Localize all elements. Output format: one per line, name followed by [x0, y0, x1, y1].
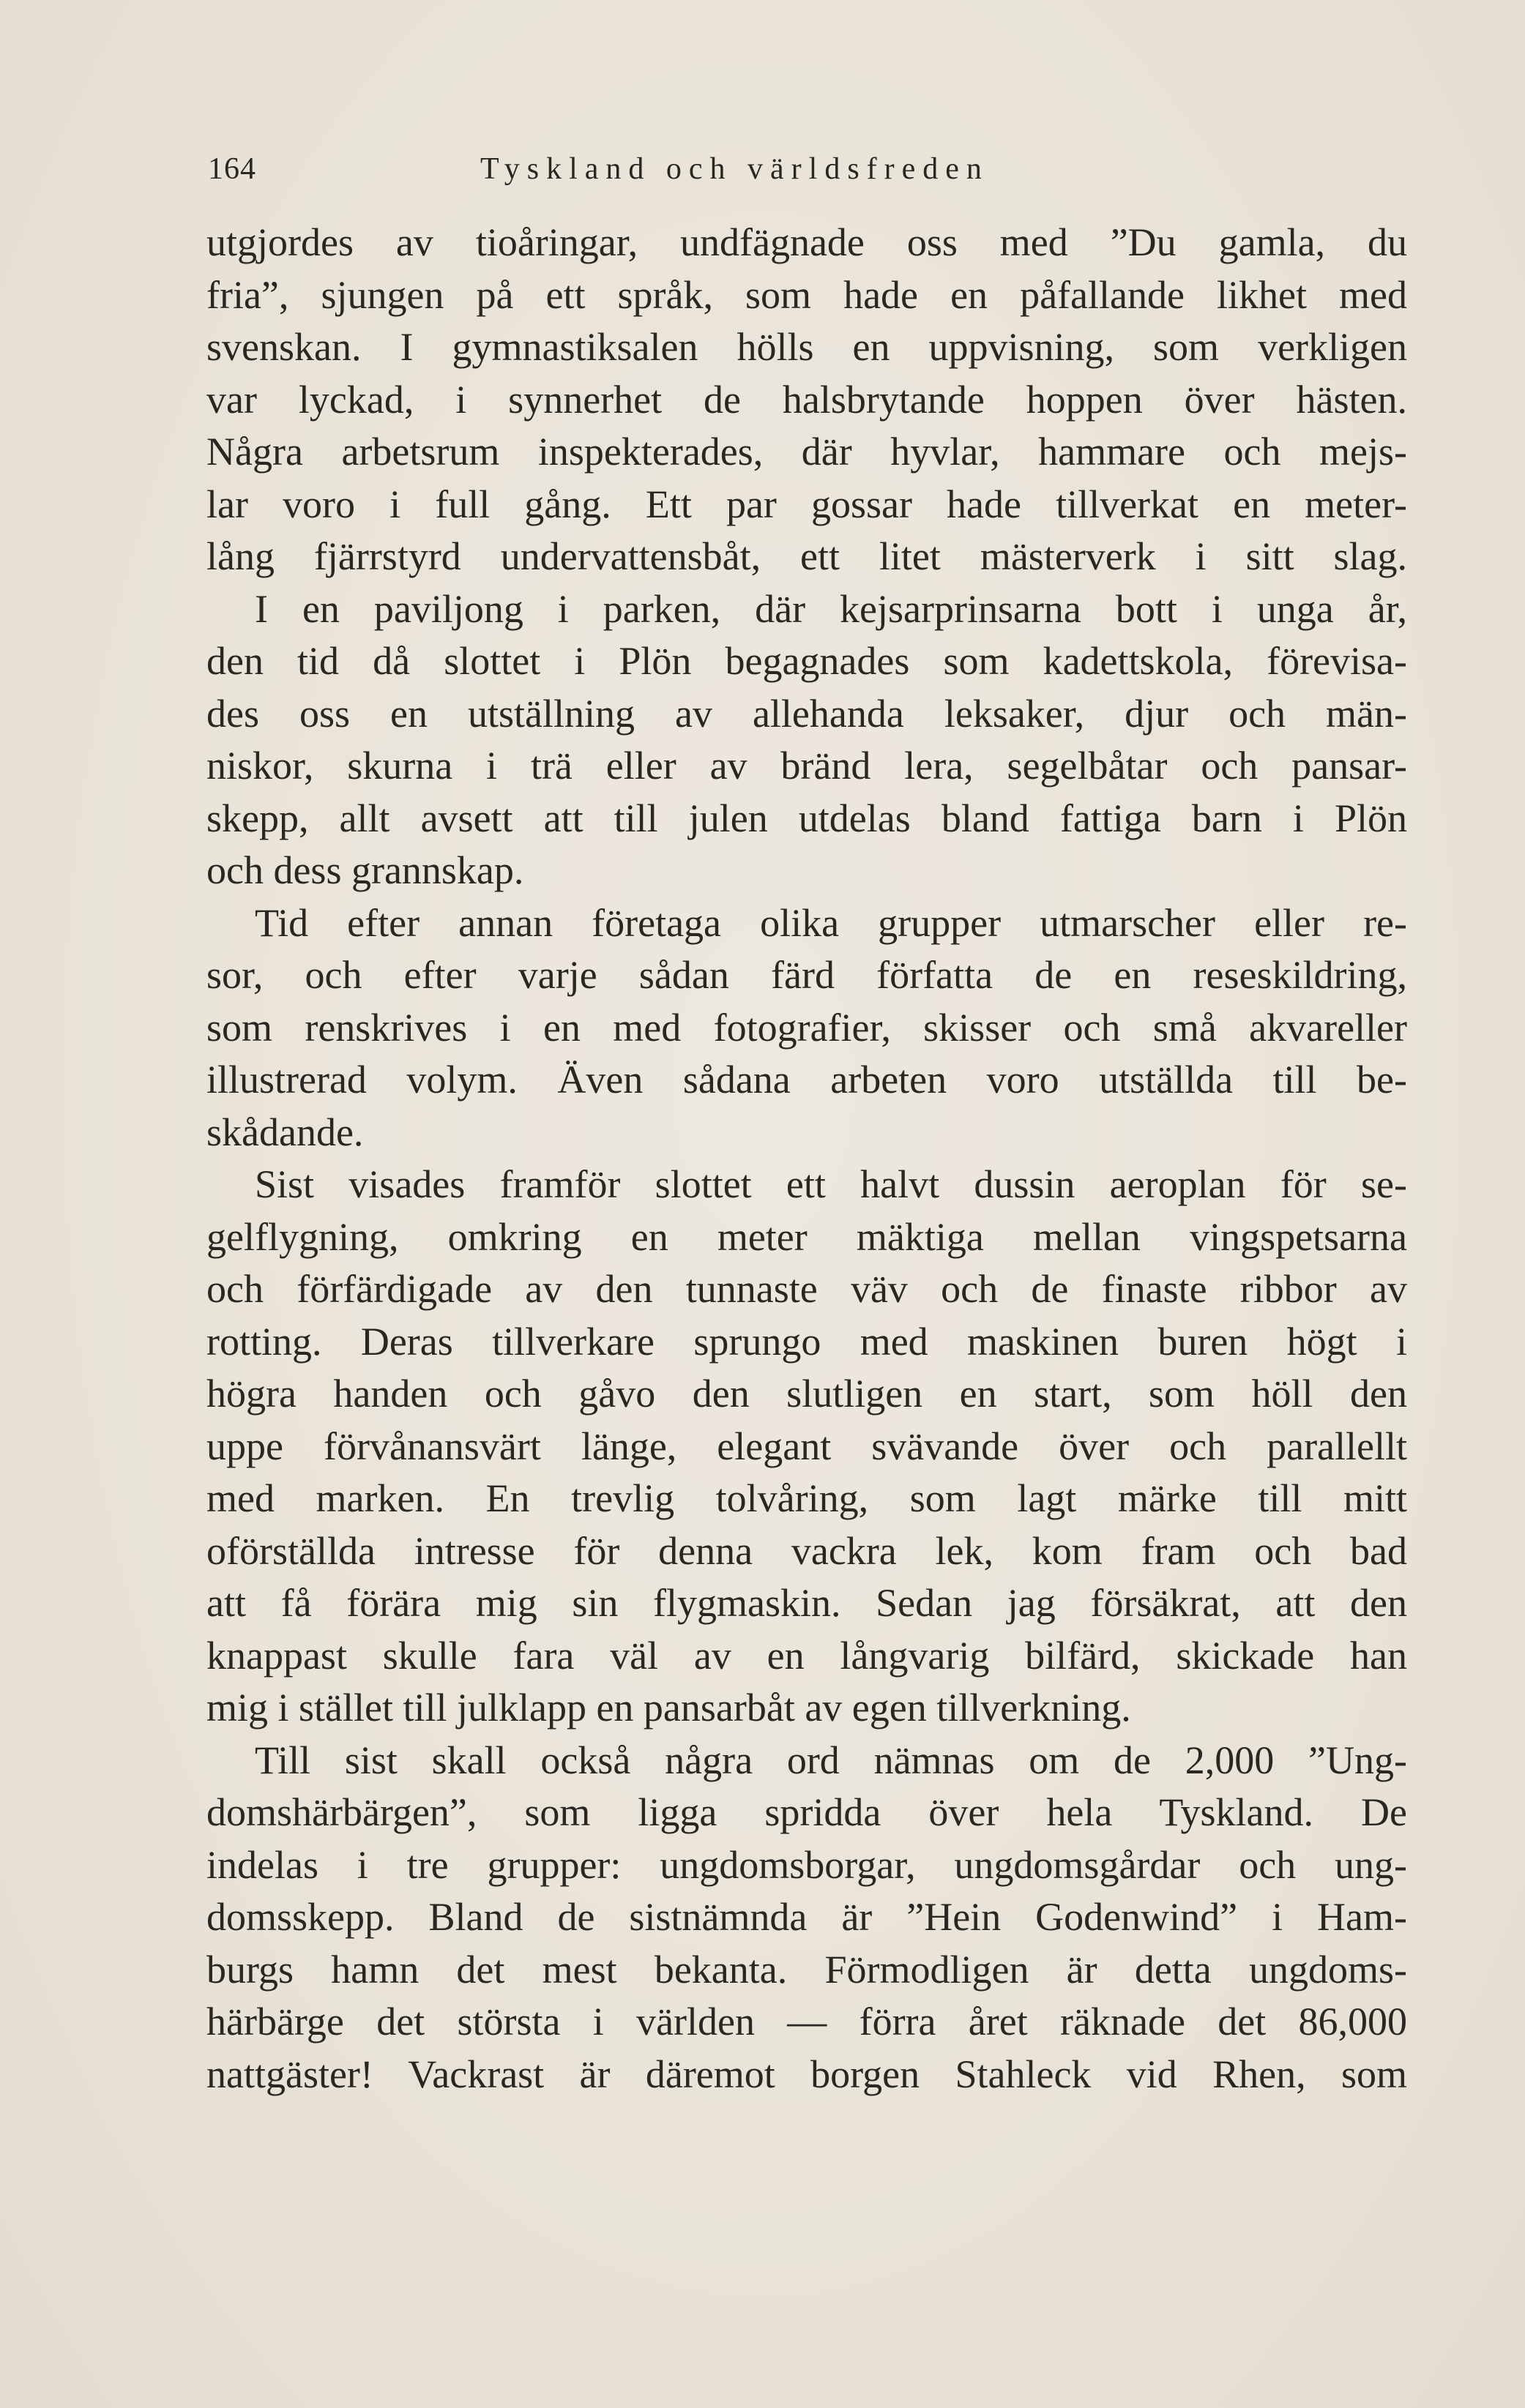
text-line: oförställda intresse för denna vackra lek, kom fram och bad	[206, 1528, 1407, 1573]
text-line: skepp, allt avsett att till julen utdelas bland fattiga barn i Plön	[206, 796, 1407, 840]
text-line: rotting. Deras tillverkare sprungo med maskinen buren högt i	[206, 1319, 1407, 1364]
text-line: indelas i tre grupper: ungdomsborgar, ungdomsgårdar och ung-	[206, 1842, 1407, 1887]
text-line: knappast skulle fara väl av en långvarig bilfärd, skickade han	[206, 1633, 1407, 1678]
text-line: högra handen och gåvo den slutligen en start, som höll den	[206, 1372, 1407, 1416]
page-number: 164	[208, 152, 256, 186]
text-line: illustrerad volym. Även sådana arbeten voro utställda till be-	[206, 1058, 1407, 1102]
running-title: Tyskland och världsfreden	[480, 152, 989, 186]
text-line: härbärge det största i världen — förra året räknade det 86,000	[206, 2000, 1407, 2044]
text-line: uppe förvånansvärt länge, elegant svävande över och parallellt	[206, 1424, 1407, 1468]
text-line: sor, och efter varje sådan färd författa de en reseskildring,	[206, 953, 1407, 997]
text-line: Till sist skall också några ord nämnas om de 2,000 ”Ung-	[255, 1738, 1407, 1782]
page-header	[208, 143, 1416, 195]
text-line: domshärbärgen”, som ligga spridda över hela Tyskland. De	[206, 1790, 1407, 1834]
text-line: Några arbetsrum inspekterades, där hyvlar, hammare och mejs-	[206, 430, 1407, 474]
text-line: lång fjärrstyrd undervattensbåt, ett litet mästerverk i sitt slag.	[206, 534, 1407, 578]
text-line: I en paviljong i parken, där kejsarprinsarna bott i unga år,	[255, 586, 1407, 631]
body-text	[206, 217, 1407, 2101]
text-line: lar voro i full gång. Ett par gossar hade tillverkat en meter-	[206, 482, 1407, 526]
text-line: nattgäster! Vackrast är däremot borgen Stahleck vid Rhen, som	[206, 2052, 1407, 2096]
text-line: och förfärdigade av den tunnaste väv och de finaste ribbor av	[206, 1267, 1407, 1311]
text-line: som renskrives i en med fotografier, skisser och små akvareller	[206, 1005, 1407, 1050]
text-line: burgs hamn det mest bekanta. Förmodligen är detta ungdoms-	[206, 1947, 1407, 1992]
text-line: gelflygning, omkring en meter mäktiga mellan vingspetsarna	[206, 1214, 1407, 1259]
text-line: och dess grannskap.	[206, 848, 524, 892]
text-line: svenskan. I gymnastiksalen hölls en uppvisning, som verkligen	[206, 325, 1407, 369]
text-line: utgjordes av tioåringar, undfägnade oss med ”Du gamla, du	[206, 220, 1407, 264]
text-line: Tid efter annan företaga olika grupper utmarscher eller re-	[255, 900, 1407, 945]
text-line: des oss en utställning av allehanda leksaker, djur och män-	[206, 691, 1407, 736]
text-line: domsskepp. Bland de sistnämnda är ”Hein Godenwind” i Ham-	[206, 1895, 1407, 1939]
text-line: niskor, skurna i trä eller av bränd lera, segelbåtar och pansar-	[206, 744, 1407, 788]
text-line: skådande.	[206, 1110, 364, 1154]
text-line: var lyckad, i synnerhet de halsbrytande hoppen över hästen.	[206, 377, 1407, 422]
text-line: den tid då slottet i Plön begagnades som kadettskola, förevisa-	[206, 639, 1407, 683]
text-line: Sist visades framför slottet ett halvt dussin aeroplan för se-	[255, 1162, 1407, 1206]
text-line: att få förära mig sin flygmaskin. Sedan jag försäkrat, att den	[206, 1581, 1407, 1625]
text-line: mig i stället till julklapp en pansarbåt av egen tillverkning.	[206, 1686, 1131, 1730]
text-line: med marken. En trevlig tolvåring, som lagt märke till mitt	[206, 1476, 1407, 1520]
text-line: fria”, sjungen på ett språk, som hade en påfallande likhet med	[206, 272, 1407, 317]
